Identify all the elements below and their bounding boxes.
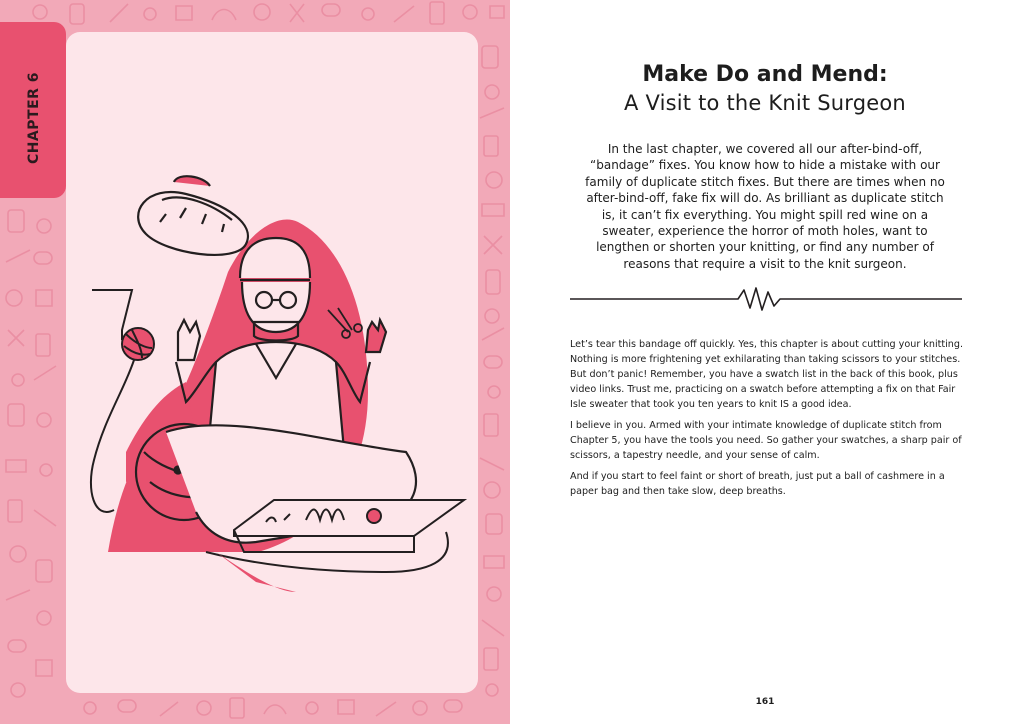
- chapter-label: CHAPTER 6: [26, 71, 42, 165]
- body-paragraph-3: And if you start to feel faint or short of breath, just put a ball of cashmere in a paper bag and then take slow, deep breaths.: [570, 471, 945, 497]
- chapter-tab: [0, 22, 66, 198]
- body-text: [570, 337, 964, 505]
- knit-surgeon-illustration: [66, 32, 478, 693]
- surgical-lamp-icon: [138, 176, 248, 255]
- body-paragraph-2: I believe in you. Armed with your intimate knowledge of duplicate stitch from Chapter 5, you have the tools you need. So gather your swatches, a sharp pair of scissors, a tapestry needle, and your sense of calm.: [570, 420, 962, 461]
- intro-paragraph: In the last chapter, we covered all our after-bind-off, “bandage” fixes. You know how to hide a mistake with our family of duplicate stitch fixes. But there are times when no after-bind-off, fake fix will do. As brilliant as duplicate stitch is, it can’t fix everything. You might spill red wine on a sweater, experience the horror of moth holes, want to lengthen or shorten your knitting, or find any number of reasons that require a visit to the knit surgeon.: [585, 142, 945, 271]
- chapter-title: Make Do and Mend:: [642, 62, 888, 87]
- right-page: [510, 0, 1020, 724]
- heartbeat-line-icon: [570, 284, 962, 314]
- body-paragraph-1: Let’s tear this bandage off quickly. Yes, this chapter is about cutting your knitting. Nothing is more frightening yet exhilarating than taking scissors to your stitches. But don’t panic! Remember, you have a swatch list in the back of this book, plus video links. Trust me, practicing on a swatch before attempting a fix on that Fair Isle sweater that took you ten years to knit IS a good idea.: [570, 339, 964, 410]
- page-number: 161: [755, 697, 775, 707]
- chapter-subtitle: A Visit to the Knit Surgeon: [624, 91, 906, 115]
